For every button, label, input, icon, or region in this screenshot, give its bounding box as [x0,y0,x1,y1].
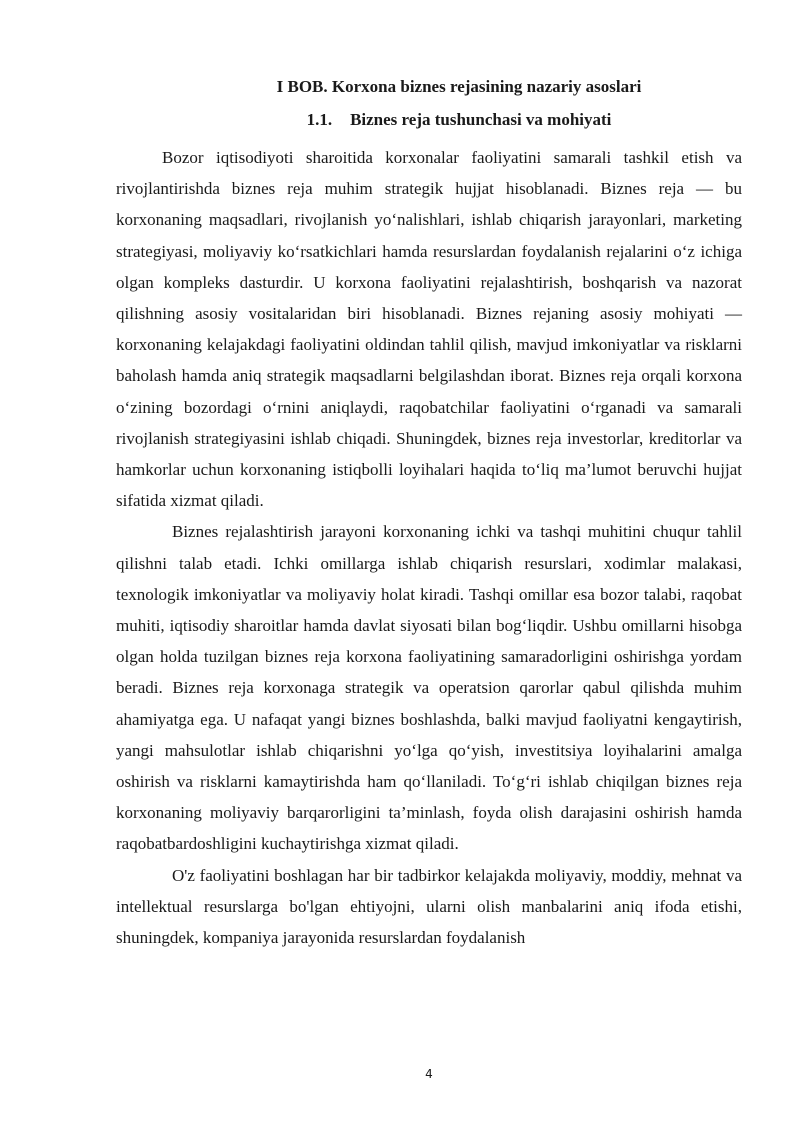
chapter-title: I BOB. Korxona biznes rejasining nazariy asoslari [276,77,642,96]
section-title: Biznes reja tushunchasi va mohiyati [350,110,612,129]
body-paragraph: O'z faoliyatini boshlagan har bir tadbirkor kelajakda moliyaviy, moddiy, mehnat va intellektual resurslarga bo'lgan ehtiyojni, ularni olish manbalarini aniq ifoda etishi, shuningdek, kompaniya jarayonida resurslardan foydalanish [116,865,742,948]
page-number: 4 [425,1067,433,1081]
section-heading [116,109,800,131]
section-number: 1.1. [306,110,333,129]
body-paragraph: Bozor iqtisodiyoti sharoitida korxonalar faoliyatini samarali tashkil etish va rivojlantirishda biznes reja muhim strategik hujjat hisoblanadi. Biznes reja — bu korxonaning maqsadlari, rivojlanish yo‘nalishlari, ishlab chiqarish jarayonlari, marketing strategiyasi, moliyaviy ko‘rsatkichlari hamda resurslardan foydalanish rejalarini o‘z ichiga olgan kompleks dasturdir. U korxona faoliyatini rejalashtirish, boshqarish va nazorat qilishning asosiy vositalaridan biri hisoblanadi. Biznes rejaning asosiy mohiyati — korxonaning kelajakdagi faoliyatini oldindan tahlil qilish, mavjud imkoniyatlar va risklarni baholash hamda aniq strategik maqsadlarni belgilashdan iborat. Biznes reja orqali korxona o‘zining bozordagi o‘rnini aniqlaydi, raqobatchilar faoliyatini o‘rganadi va samarali rivojlanish strategiyasini ishlab chiqadi. Shuningdek, biznes reja investorlar, kreditorlar va hamkorlar uchun korxonaning istiqbolli loyihalari haqida to‘liq ma’lumot beruvchi hujjat sifatida xizmat qiladi. [116,148,742,511]
body-paragraph: Biznes rejalashtirish jarayoni korxonaning ichki va tashqi muhitini chuqur tahlil qilishni talab etadi. Ichki omillarga ishlab chiqarish resurslari, xodimlar malakasi, texnologik imkoniyatlar va moliyaviy holat kiradi. Tashqi omillar esa bozor talabi, raqobat muhiti, iqtisodiy sharoitlar hamda davlat siyosati bilan bog‘liqdir. Ushbu omillarni hisobga olgan holda tuzilgan biznes reja korxona faoliyatining samaradorligini oshirishga yordam beradi. Biznes reja korxonaga strategik va operatsion qarorlar qabul qilishda muhim ahamiyatga ega. U nafaqat yangi biznes boshlashda, balki mavjud faoliyatni kengaytirish, yangi mahsulotlar ishlab chiqarishni yo‘lga qo‘yish, investitsiya loyihalarini amalga oshirish va risklarni kamaytirishda ham qo‘llaniladi. To‘g‘ri ishlab chiqilgan biznes reja korxonaning moliyaviy barqarorligini ta’minlash, foyda olish darajasini oshirish hamda raqobatbardoshligini kuchaytirishga xizmat qiladi. [116,522,742,854]
document-body [116,142,742,953]
